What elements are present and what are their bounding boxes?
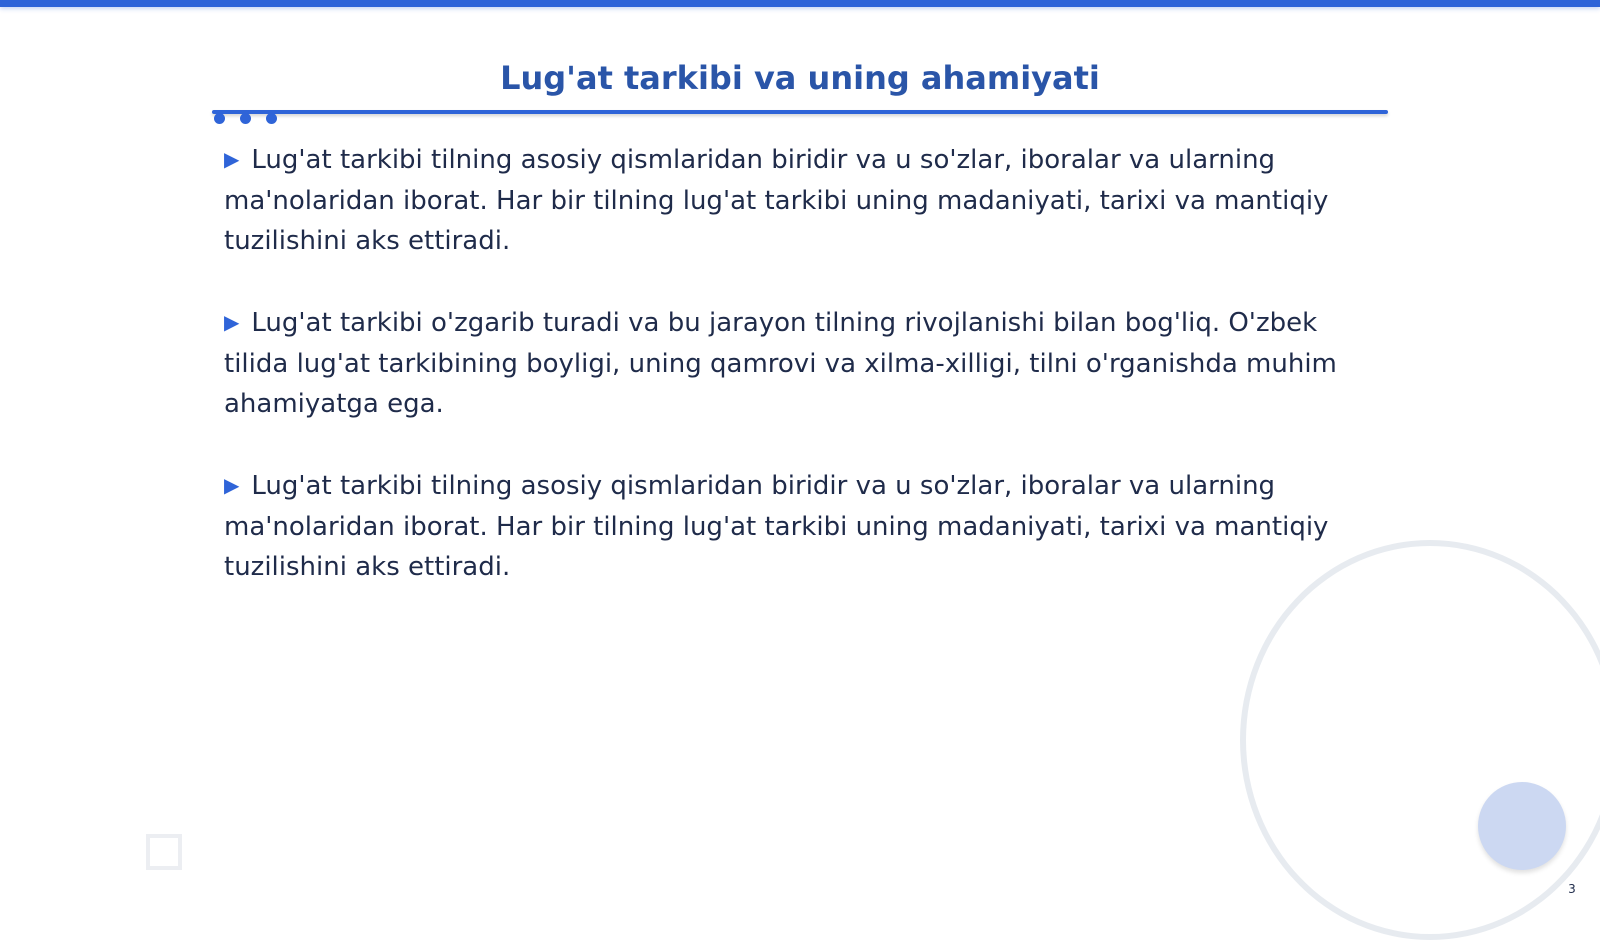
bullet-item [224,466,1384,587]
triangle-right-icon: ▶ [224,473,240,497]
decorative-ring [1240,540,1600,940]
decorative-circle [1478,782,1566,870]
title-underline [212,110,1388,114]
page-number: 3 [1568,882,1576,896]
bullet-item [224,303,1384,424]
slide-title: Lug'at tarkibi va uning ahamiyati [500,59,1100,97]
bullet-list [224,140,1384,629]
triangle-right-icon: ▶ [224,147,240,171]
underline-dot [214,113,225,124]
bullet-text: Lug'at tarkibi tilning asosiy qismlaridan biridir va u so'zlar, iboralar va ularning ma'nolaridan iborat. Har bir tilning lug'at tarkibi uning madaniyati, tarixi va mantiqiy tuzilishini aks ettiradi. [224,471,1329,582]
decorative-square [146,834,182,870]
underline-dot [240,113,251,124]
triangle-right-icon: ▶ [224,310,240,334]
top-accent-bar [0,0,1600,7]
bullet-text: Lug'at tarkibi o'zgarib turadi va bu jarayon tilning rivojlanishi bilan bog'liq. O'zbek tilida lug'at tarkibining boyligi, uning qamrovi va xilma-xilligi, tilni o'rganishda muhim ahamiyatga ega. [224,308,1337,419]
bullet-text: Lug'at tarkibi tilning asosiy qismlaridan biridir va u so'zlar, iboralar va ularning ma'nolaridan iborat. Har bir tilning lug'at tarkibi uning madaniyati, tarixi va mantiqiy tuzilishini aks ettiradi. [224,145,1329,256]
underline-dot [266,113,277,124]
bullet-item [224,140,1384,261]
